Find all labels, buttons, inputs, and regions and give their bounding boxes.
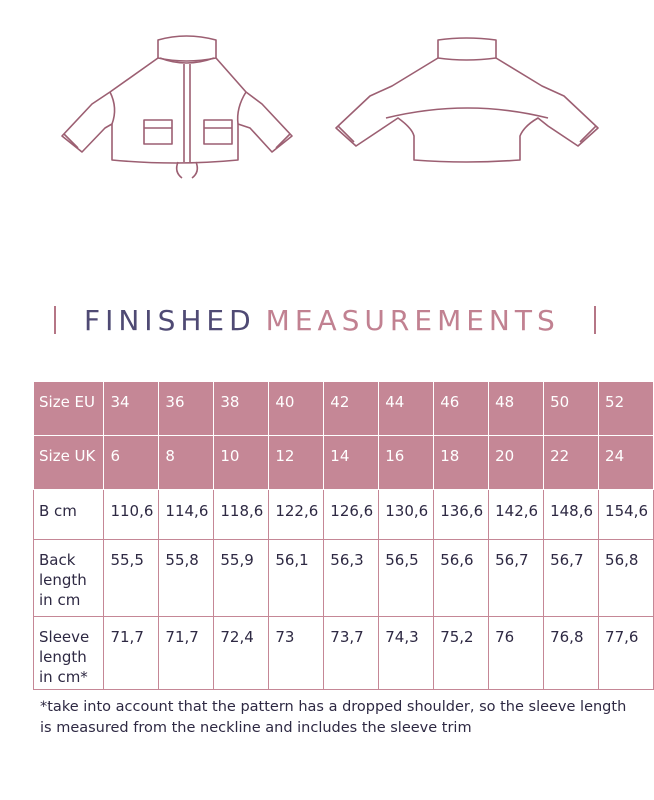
table-cell: 73,7 (324, 617, 379, 690)
table-cell: 55,5 (104, 540, 159, 617)
table-cell: 40 (269, 382, 324, 436)
table-cell: 122,6 (269, 490, 324, 540)
table-cell: 130,6 (379, 490, 434, 540)
table-cell: 50 (544, 382, 599, 436)
footnote: *take into account that the pattern has a dropped shoulder, so the sleeve length is measured from the neckline and includes the sleeve trim (40, 699, 627, 736)
front-view-drawing (62, 36, 292, 178)
table-row-back-length (34, 540, 654, 617)
table-cell: 10 (214, 436, 269, 490)
heading-word-finished: FINISHED (84, 304, 256, 337)
measurements-table (33, 381, 654, 690)
table-cell: 52 (599, 382, 654, 436)
table-cell: 56,3 (324, 540, 379, 617)
row-label: Sleeve length in cm* (34, 617, 104, 690)
table-cell: 72,4 (214, 617, 269, 690)
table-cell: 55,8 (159, 540, 214, 617)
table-cell: 42 (324, 382, 379, 436)
table-cell: 126,6 (324, 490, 379, 540)
table-cell: 8 (159, 436, 214, 490)
heading-divider-left (54, 306, 56, 334)
table-cell: 56,7 (544, 540, 599, 617)
row-label: Size EU (34, 382, 104, 436)
table-cell: 73 (269, 617, 324, 690)
table-cell: 148,6 (544, 490, 599, 540)
table-cell: 6 (104, 436, 159, 490)
table-cell: 12 (269, 436, 324, 490)
table-row-size-eu (34, 382, 654, 436)
table-cell: 76 (489, 617, 544, 690)
table-row-size-uk (34, 436, 654, 490)
table-cell: 77,6 (599, 617, 654, 690)
table-cell: 76,8 (544, 617, 599, 690)
table-cell: 34 (104, 382, 159, 436)
row-label: Back length in cm (34, 540, 104, 617)
table-cell: 142,6 (489, 490, 544, 540)
table-row-bust (34, 490, 654, 540)
table-cell: 38 (214, 382, 269, 436)
table-cell: 114,6 (159, 490, 214, 540)
table-cell: 46 (434, 382, 489, 436)
table-cell: 24 (599, 436, 654, 490)
table-cell: 71,7 (104, 617, 159, 690)
table-cell: 44 (379, 382, 434, 436)
table-cell: 18 (434, 436, 489, 490)
table-cell: 56,1 (269, 540, 324, 617)
table-cell: 55,9 (214, 540, 269, 617)
table-cell: 56,6 (434, 540, 489, 617)
garment-sketches (0, 28, 654, 198)
table-row-sleeve-length (34, 617, 654, 690)
table-cell: 56,5 (379, 540, 434, 617)
table-cell: 48 (489, 382, 544, 436)
row-label: B cm (34, 490, 104, 540)
table-cell: 136,6 (434, 490, 489, 540)
table-cell: 154,6 (599, 490, 654, 540)
table-cell: 110,6 (104, 490, 159, 540)
table-cell: 75,2 (434, 617, 489, 690)
table-cell: 74,3 (379, 617, 434, 690)
table-cell: 22 (544, 436, 599, 490)
heading-title (84, 304, 560, 337)
table-cell: 16 (379, 436, 434, 490)
table-cell: 14 (324, 436, 379, 490)
back-view-drawing (336, 38, 598, 162)
section-heading (48, 302, 608, 342)
heading-word-measurements: MEASUREMENTS (265, 304, 560, 337)
table-cell: 20 (489, 436, 544, 490)
table-cell: 56,8 (599, 540, 654, 617)
table-cell: 71,7 (159, 617, 214, 690)
table-cell: 36 (159, 382, 214, 436)
table-cell: 56,7 (489, 540, 544, 617)
heading-divider-right (594, 306, 596, 334)
row-label: Size UK (34, 436, 104, 490)
table-cell: 118,6 (214, 490, 269, 540)
